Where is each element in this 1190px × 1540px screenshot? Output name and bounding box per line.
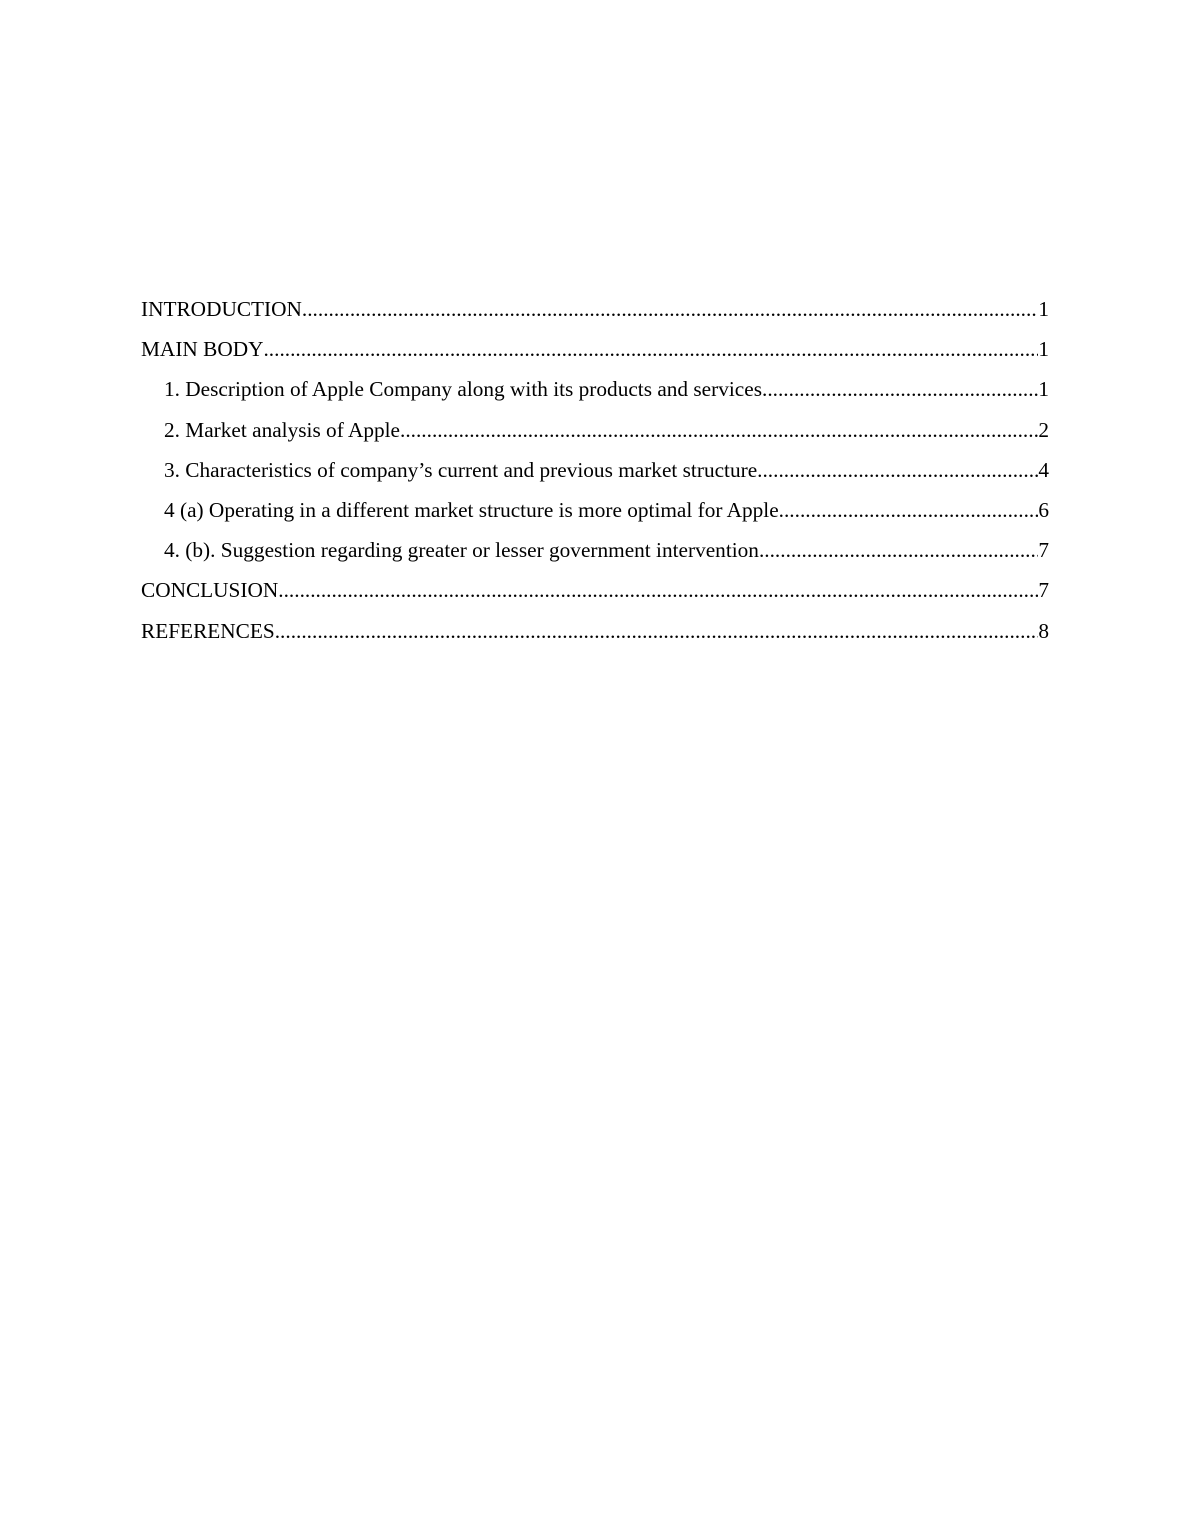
toc-dot-leader: [263, 329, 1038, 369]
toc-entry-title: 4. (b). Suggestion regarding greater or lesser government intervention: [164, 538, 759, 563]
toc-entry-title: 1. Description of Apple Company along with its products and services: [164, 377, 762, 402]
toc-entry-government-intervention[interactable]: [141, 530, 1049, 570]
toc-entry-title: REFERENCES: [141, 618, 275, 643]
toc-page-number: 1: [1038, 337, 1049, 362]
toc-page-number: 2: [1038, 417, 1049, 442]
toc-entry-main-body[interactable]: [141, 329, 1049, 369]
toc-page-number: 4: [1038, 457, 1049, 482]
toc-page-number: 7: [1038, 578, 1049, 603]
toc-dot-leader: [779, 490, 1039, 530]
toc-entry-references[interactable]: [141, 611, 1049, 651]
toc-entry-description-of-apple[interactable]: [141, 369, 1049, 409]
toc-dot-leader: [757, 450, 1038, 490]
toc-entry-title: 4 (a) Operating in a different market structure is more optimal for Apple: [164, 497, 779, 522]
toc-page-number: 1: [1038, 297, 1049, 321]
toc-entry-different-market-structure[interactable]: [141, 490, 1049, 530]
toc-entry-title: MAIN BODY: [141, 337, 264, 362]
toc-entry-market-structure[interactable]: [141, 450, 1049, 490]
toc-page-number: 6: [1038, 497, 1049, 522]
toc-dot-leader: [302, 289, 1038, 329]
toc-entry-title: INTRODUCTION: [141, 297, 302, 321]
toc-entry-title: 3. Characteristics of company’s current and previous market structure: [164, 457, 758, 482]
table-of-contents: [141, 289, 1049, 651]
toc-entry-market-analysis[interactable]: [141, 410, 1049, 450]
toc-dot-leader: [400, 410, 1038, 450]
toc-page-number: 1: [1038, 377, 1049, 402]
toc-dot-leader: [759, 530, 1038, 570]
toc-page-number: 7: [1038, 538, 1049, 563]
toc-dot-leader: [275, 611, 1039, 651]
toc-dot-leader: [278, 570, 1038, 610]
toc-page-number: 8: [1038, 618, 1049, 643]
toc-entry-conclusion[interactable]: [141, 570, 1049, 610]
toc-entry-introduction[interactable]: [141, 289, 1049, 329]
toc-entry-title: 2. Market analysis of Apple: [164, 417, 400, 442]
toc-dot-leader: [762, 369, 1038, 409]
toc-entry-title: CONCLUSION: [141, 578, 279, 603]
